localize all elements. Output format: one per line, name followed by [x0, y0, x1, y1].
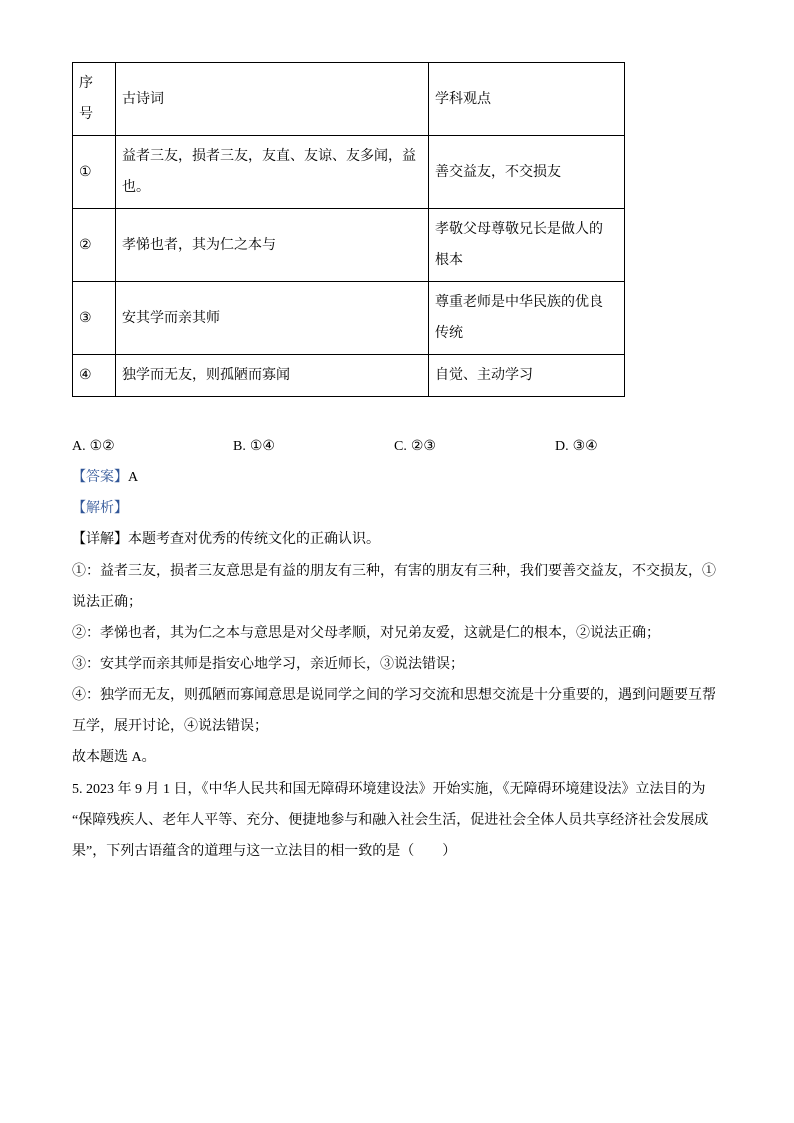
table-row	[73, 209, 625, 282]
header-number-line: 序	[79, 76, 93, 91]
poem-line: 孝悌也者，其为仁之本与	[122, 237, 276, 253]
row-number: ④	[79, 368, 92, 383]
poem-cell	[116, 355, 429, 397]
poem-table	[72, 62, 625, 397]
viewpoint-cell	[429, 282, 625, 355]
row-number-cell	[73, 282, 116, 355]
table-row	[73, 282, 625, 355]
poem-line: 安其学而亲其师	[122, 310, 220, 326]
option-c	[394, 431, 555, 462]
option-b	[233, 431, 394, 462]
header-number-line: 号	[79, 107, 93, 122]
header-poem-label: 古诗词	[122, 91, 164, 107]
row-number: ③	[79, 310, 92, 326]
viewpoint-line: 传统	[435, 326, 463, 341]
option-d	[555, 431, 716, 462]
viewpoint-cell	[429, 355, 625, 397]
row-number: ②	[79, 237, 92, 253]
poem-line: 也。	[122, 180, 150, 195]
question-line: “保障残疾人、老年人平等、充分、便捷地参与和融入社会生活，促进社会全体人员共享经济社会发展成	[72, 812, 709, 828]
viewpoint-line: 尊重老师是中华民族的优良	[435, 295, 603, 310]
viewpoint-line: 善交益友，不交损友	[435, 164, 561, 180]
question-line: 果”，下列古语蕴含的道理与这一立法目的相一致的是（ ）	[72, 843, 457, 859]
analysis-heading	[72, 493, 772, 524]
poem-line: 独学而无友，则孤陋而寡闻	[122, 368, 290, 383]
detail-line	[72, 524, 772, 555]
header-cell-viewpoint	[429, 63, 625, 136]
detail-label: 【详解】	[72, 532, 128, 548]
detail-text: 本题考查对优秀的传统文化的正确认识。	[128, 532, 380, 548]
page-content	[72, 62, 772, 867]
analysis-line: ①：益者三友，损者三友意思是有益的朋友有三种，有害的朋友有三种，我们要善交益友，不交损友，①	[72, 563, 716, 579]
analysis-line: ④：独学而无友，则孤陋而寡闻意思是说同学之间的学习交流和思想交流是十分重要的，遇到问题要互帮	[72, 688, 716, 704]
question-line: 5. 2023 年 9 月 1 日，《中华人民共和国无障碍环境建设法》开始实施，《无障碍环境建设法》立法目的为	[72, 781, 706, 797]
header-viewpoint-label: 学科观点	[435, 91, 491, 107]
analysis-line: 互学，展开讨论，④说法错误；	[72, 719, 268, 735]
table-header-row	[73, 63, 625, 136]
viewpoint-cell	[429, 209, 625, 282]
header-cell-poem	[116, 63, 429, 136]
viewpoint-line: 根本	[435, 253, 463, 268]
option-text: ①②	[89, 439, 115, 454]
viewpoint-line: 孝敬父母尊敬兄长是做人的	[435, 222, 603, 237]
answer-line	[72, 462, 772, 493]
poem-cell	[116, 209, 429, 282]
option-text: ②③	[410, 439, 436, 454]
option-text: ③④	[572, 439, 598, 454]
header-cell-number	[73, 63, 116, 136]
poem-cell	[116, 282, 429, 355]
table-row	[73, 355, 625, 397]
option-letter: B.	[233, 439, 246, 454]
option-a	[72, 431, 233, 462]
answer-label: 【答案】	[72, 470, 128, 486]
row-number-cell	[73, 136, 116, 209]
option-text: ①④	[249, 439, 275, 454]
viewpoint-line: 自觉、主动学习	[435, 368, 533, 383]
analysis-line: 说法正确；	[72, 594, 142, 610]
viewpoint-cell	[429, 136, 625, 209]
option-letter: C.	[394, 439, 407, 454]
answer-value: A	[128, 470, 139, 486]
poem-cell	[116, 136, 429, 209]
row-number-cell	[73, 355, 116, 397]
table-row	[73, 136, 625, 209]
option-letter: D.	[555, 439, 569, 454]
analysis-label: 【解析】	[72, 501, 128, 517]
analysis-line: ③：安其学而亲其师是指安心地学习，亲近师长，③说法错误；	[72, 656, 464, 672]
option-letter: A.	[72, 439, 86, 454]
analysis-line: ②：孝悌也者，其为仁之本与意思是对父母孝顺，对兄弟友爱，这就是仁的根本，②说法正确；	[72, 625, 660, 641]
row-number: ①	[79, 164, 92, 180]
poem-line: 益者三友，损者三友，友直、友谅、友多闻，益	[122, 149, 416, 164]
row-number-cell	[73, 209, 116, 282]
answer-options	[72, 431, 772, 462]
analysis-conclusion: 故本题选 A。	[72, 750, 156, 766]
